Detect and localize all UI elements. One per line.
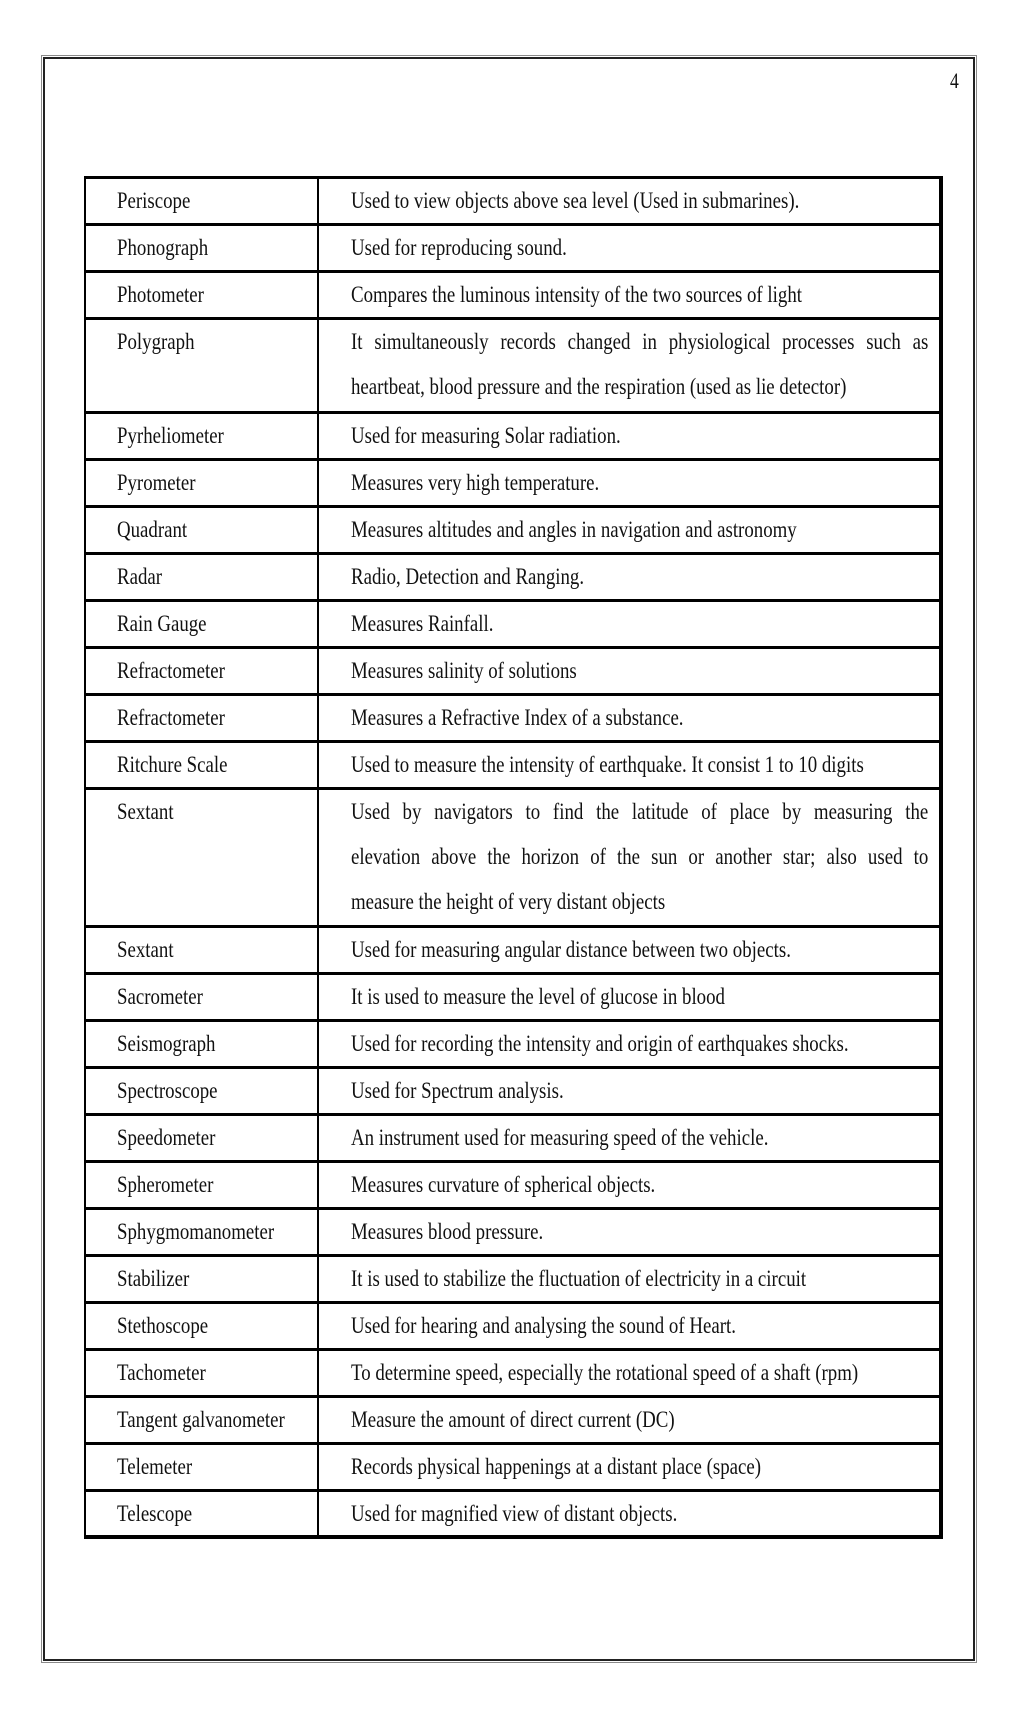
instrument-description: Used for Spectrum analysis. [351, 1078, 564, 1103]
instrument-name: Ritchure Scale [117, 752, 228, 777]
table-row [86, 1398, 939, 1445]
table-row [86, 226, 939, 273]
table-row [86, 602, 939, 649]
instrument-description: Measures altitudes and angles in navigation and astronomy [351, 517, 797, 542]
instrument-description-cell [319, 461, 939, 505]
instrument-name: Stabilizer [117, 1266, 190, 1291]
table-row [86, 649, 939, 696]
instrument-name: Quadrant [117, 517, 188, 542]
instrument-description-cell [319, 1445, 939, 1489]
instrument-description-cell [319, 273, 939, 317]
instrument-name-cell [86, 928, 319, 972]
instrument-name-cell [86, 461, 319, 505]
instrument-name-cell [86, 1398, 319, 1442]
instrument-description-cell [319, 320, 939, 411]
instrument-description-cell [319, 790, 939, 925]
instrument-description-cell [319, 743, 939, 787]
instrument-description: Used to view objects above sea level (Used in submarines). [351, 188, 800, 213]
instrument-description: Compares the luminous intensity of the two sources of light [351, 282, 803, 307]
instrument-description-cell [319, 179, 939, 223]
instrument-description-cell [319, 1069, 939, 1113]
instrument-name: Polygraph [117, 329, 195, 354]
instrument-name-cell [86, 179, 319, 223]
instrument-name: Spherometer [117, 1172, 214, 1197]
table-row [86, 975, 939, 1022]
instrument-name: Pyrometer [117, 470, 196, 495]
instrument-description: Used for hearing and analysing the sound of Heart. [351, 1313, 736, 1338]
instrument-description: Records physical happenings at a distant place (space) [351, 1454, 762, 1479]
instrument-name: Telescope [117, 1501, 193, 1526]
instrument-description-cell [319, 1304, 939, 1348]
instrument-name: Spectroscope [117, 1078, 218, 1103]
table-row [86, 508, 939, 555]
instrument-name-cell [86, 555, 319, 599]
instrument-name: Phonograph [117, 235, 209, 260]
instrument-name-cell [86, 1210, 319, 1254]
instrument-name: Photometer [117, 282, 204, 307]
instrument-name-cell [86, 696, 319, 740]
instrument-name-cell [86, 508, 319, 552]
instrument-name-cell [86, 1163, 319, 1207]
instruments-table [84, 176, 943, 1539]
instrument-description: An instrument used for measuring speed of the vehicle. [351, 1125, 769, 1150]
instrument-name: Pyrheliometer [117, 423, 224, 448]
instrument-name-cell [86, 743, 319, 787]
table-row [86, 1022, 939, 1069]
instrument-description: Used for measuring angular distance between two objects. [351, 937, 791, 962]
instrument-name-cell [86, 975, 319, 1019]
instrument-description-cell [319, 1022, 939, 1066]
instrument-name: Refractometer [117, 658, 225, 683]
instrument-description: Measures salinity of solutions [351, 658, 577, 683]
instrument-name-cell [86, 226, 319, 270]
instrument-description: Used to measure the intensity of earthquake. It consist 1 to 10 digits [351, 752, 864, 777]
table-row [86, 696, 939, 743]
instrument-description: Measures Rainfall. [351, 611, 494, 636]
description-line: heartbeat, blood pressure and the respiration (used as lie detector) [351, 374, 847, 399]
instrument-name: Stethoscope [117, 1313, 209, 1338]
table-row [86, 273, 939, 320]
instrument-description: Used for measuring Solar radiation. [351, 423, 621, 448]
instrument-description-cell [319, 1398, 939, 1442]
instrument-description-cell [319, 649, 939, 693]
instrument-name-cell [86, 1445, 319, 1489]
instrument-name: Sextant [117, 799, 174, 824]
table-row [86, 1304, 939, 1351]
instrument-description: Used for reproducing sound. [351, 235, 567, 260]
instrument-description-cell [319, 1492, 939, 1535]
instrument-name-cell [86, 1022, 319, 1066]
instrument-name-cell [86, 1116, 319, 1160]
table-row [86, 555, 939, 602]
instrument-description-cell [319, 1351, 939, 1395]
table-row [86, 743, 939, 790]
table-row [86, 1116, 939, 1163]
instrument-name: Sextant [117, 937, 174, 962]
instrument-description: It is used to stabilize the fluctuation of electricity in a circuit [351, 1266, 807, 1291]
instrument-name: Refractometer [117, 705, 225, 730]
instrument-description: To determine speed, especially the rotational speed of a shaft (rpm) [351, 1360, 859, 1385]
instrument-name: Telemeter [117, 1454, 193, 1479]
instrument-description [351, 326, 928, 416]
instrument-description-cell [319, 1257, 939, 1301]
instrument-name-cell [86, 790, 319, 925]
instrument-description-cell [319, 928, 939, 972]
instrument-name-cell [86, 649, 319, 693]
instrument-name: Speedometer [117, 1125, 216, 1150]
table-row [86, 1257, 939, 1304]
instrument-description-cell [319, 226, 939, 270]
instrument-description [351, 796, 928, 931]
instrument-description-cell [319, 508, 939, 552]
description-line: elevation above the horizon of the sun or another star; also used to [351, 844, 929, 869]
table-row [86, 414, 939, 461]
table-row [86, 1069, 939, 1116]
table-row [86, 1351, 939, 1398]
instrument-name-cell [86, 602, 319, 646]
table-row [86, 461, 939, 508]
instrument-name: Sacrometer [117, 984, 203, 1009]
instrument-name-cell [86, 1492, 319, 1535]
instrument-description-cell [319, 975, 939, 1019]
instrument-name-cell [86, 1257, 319, 1301]
table-row [86, 790, 939, 928]
description-line: Used by navigators to find the latitude of place by measuring the [351, 799, 929, 824]
instrument-name: Radar [117, 564, 163, 589]
instrument-description: Measures very high temperature. [351, 470, 600, 495]
instrument-name-cell [86, 320, 319, 411]
table-row [86, 320, 939, 414]
instrument-name-cell [86, 273, 319, 317]
table-row [86, 179, 939, 226]
instrument-description-cell [319, 555, 939, 599]
page-number: 4 [950, 68, 959, 93]
instrument-name: Periscope [117, 188, 191, 213]
instrument-description-cell [319, 1163, 939, 1207]
instrument-description: Measures blood pressure. [351, 1219, 544, 1244]
instrument-name-cell [86, 1351, 319, 1395]
instrument-name-cell [86, 414, 319, 458]
instrument-name: Seismograph [117, 1031, 216, 1056]
instrument-name: Tachometer [117, 1360, 206, 1385]
instrument-description-cell [319, 696, 939, 740]
table-row [86, 1163, 939, 1210]
instrument-description-cell [319, 1210, 939, 1254]
instrument-description: Measures a Refractive Index of a substance. [351, 705, 684, 730]
instrument-description-cell [319, 1116, 939, 1160]
instrument-name: Rain Gauge [117, 611, 207, 636]
table-row [86, 1492, 939, 1539]
table-row [86, 1445, 939, 1492]
instrument-name: Sphygmomanometer [117, 1219, 275, 1244]
instrument-description: Measure the amount of direct current (DC) [351, 1407, 675, 1432]
instrument-description: It is used to measure the level of glucose in blood [351, 984, 725, 1009]
instrument-description-cell [319, 414, 939, 458]
instrument-description-cell [319, 602, 939, 646]
description-line: It simultaneously records changed in physiological processes such as [351, 329, 929, 354]
instrument-name: Tangent galvanometer [117, 1407, 285, 1432]
instrument-description: Measures curvature of spherical objects. [351, 1172, 656, 1197]
instrument-description: Used for magnified view of distant objects. [351, 1501, 678, 1526]
instrument-description: Radio, Detection and Ranging. [351, 564, 585, 589]
table-row [86, 1210, 939, 1257]
instrument-description: Used for recording the intensity and origin of earthquakes shocks. [351, 1031, 849, 1056]
instrument-name-cell [86, 1304, 319, 1348]
instrument-name-cell [86, 1069, 319, 1113]
description-line: measure the height of very distant objects [351, 889, 666, 914]
table-row [86, 928, 939, 975]
